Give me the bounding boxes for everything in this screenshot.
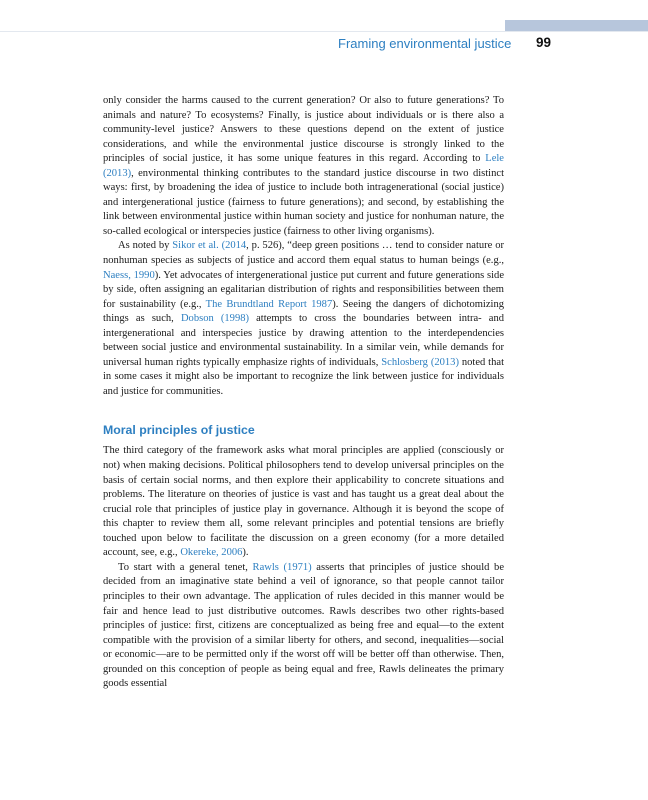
citation-link[interactable]: Schlosberg (2013) [381, 356, 459, 368]
text-run: The third category of the framework asks what moral principles are applied (consciously or not) when making decisions. Political philosophers tend to develop universal principles on the basis of certain social norms, and then explore their applicability to concrete situations and problems. The literature on theories of justice is vast and has taught us a great deal about the crucial role that principles of justice play in governance. Although it is beyond the scope of this chapter to review them all, some relevant principles and potential tensions are briefly touched upon below to facilitate the discussion on a green economy (for a more detailed account, see, e.g., [103, 445, 504, 559]
citation-link[interactable]: Naess, 1990 [103, 269, 155, 281]
citation-link[interactable]: Okereke, 2006 [180, 547, 243, 559]
header-rule [0, 31, 648, 32]
paragraph-1 [103, 94, 504, 239]
text-run: , p. 526), “deep green positions … tend to consider nature or nonhuman species as subjects of justice and accord them equal status to human beings (e.g., [103, 240, 504, 267]
text-run: ). Seeing the dangers of dichotomizing things as such, [103, 298, 505, 325]
text-run: To start with a general tenet, [118, 561, 253, 573]
text-run: only consider the harms caused to the current generation? Or also to future generations? To animals and nature? To ecosystems? Finally, is justice about individuals or is there also a community-level justice? Answers to these questions depend on the extent of justice considerations, and while the environmental justice discourse is strongly linked to the principles of social justice, it has some unique features in this regard. According to [103, 95, 504, 165]
running-head: Framing environmental justice [338, 36, 512, 51]
citation-link[interactable]: Rawls (1971) [252, 561, 312, 573]
text-run: As noted by [118, 240, 173, 252]
section-heading: Moral principles of justice [103, 423, 255, 438]
text-run: noted that in some cases it might also be important to recognize the link between justice for individuals and justice for communities. [103, 356, 505, 397]
paragraph-4 [103, 561, 504, 692]
citation-link[interactable]: Sikor et al. (2014 [172, 240, 247, 252]
text-run: , environmental thinking contributes to the standard justice discourse in two distinct ways: first, by broadening the idea of justice to include both intragenerational (social justice) and intergenerational justice (fairness to future generations); and second, by establishing the link between environmental justice within human society and justice for nonhuman nature, the so-called ecological or interspecies justice (fairness to other living organisms). [103, 167, 504, 237]
paragraph-2 [103, 239, 504, 399]
citation-link[interactable]: Dobson (1998) [180, 313, 249, 325]
text-run: asserts that principles of justice should be decided from an imaginative state behind a veil of ignorance, so that people cannot tailor principles to their own advantage. The application of rules decided in this manner would be fair and hence lead to just distributive outcomes. Rawls describes two other rights-based principles of justice: first, citizens are conceptualized as being free and equal—to the extent compatible with the provision of a similar liberty for others, and second, inequalities—social or economic—are to be permitted only if the worst off will be better off than otherwise. Then, grounded on this conception of people as being equal and free, Rawls delineates the primary goods essential [103, 561, 504, 690]
citation-link[interactable]: The Brundtland Report 1987 [205, 298, 333, 310]
text-run: ). [242, 547, 249, 559]
paragraph-3 [103, 444, 504, 560]
citation-link[interactable]: Lele (2013) [103, 153, 504, 179]
text-run: ). Yet advocates of intergenerational justice put current and future generations side by side, often assigning an egalitarian distribution of rights and responsibilities between them for sustainability (e.g., [103, 269, 504, 310]
page-number: 99 [536, 35, 552, 50]
text-run: attempts to cross the boundaries between intra- and intergenerational and interspecies justice by drawing attention to the interdependencies between social justice and environmental sustainability. In a similar vein, while demands for universal human rights typically emphasize rights of individuals, [103, 313, 505, 368]
header-accent-bar [505, 20, 648, 31]
body-text [103, 94, 504, 692]
